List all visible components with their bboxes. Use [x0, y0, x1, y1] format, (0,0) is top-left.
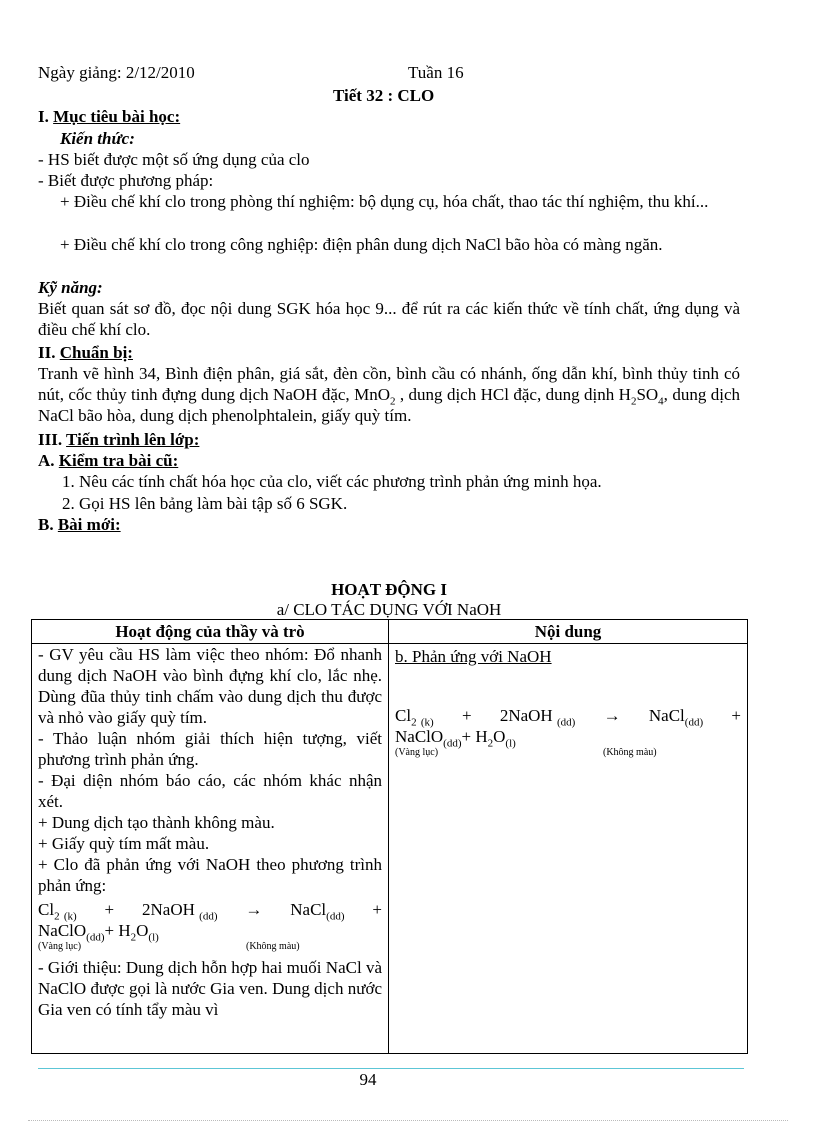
left-cell: [32, 644, 389, 1054]
left-eq-h2o-sub: 2: [130, 931, 137, 944]
left-eq-h2o-state: (l): [148, 931, 159, 944]
knowledge-item-4: + Điều chế khí clo trong công nghiệp: điện phân dung dịch NaCl bão hòa có màng ngăn.: [60, 235, 663, 254]
left-eq-plus-2: +: [372, 900, 382, 919]
knowledge-item-3: + Điều chế khí clo trong phòng thí nghiệm: bộ dụng cụ, hóa chất, thao tác thí nghiệm, thu khí...: [60, 192, 709, 211]
knowledge-item-2: - Biết được phương pháp:: [38, 171, 214, 190]
part-b-number: B.: [38, 515, 58, 534]
table-body-row: [32, 644, 748, 1054]
right-eq-naclo: NaClO: [395, 727, 444, 746]
activity-subtitle: a/ CLO TÁC DỤNG VỚI NaOH: [276, 600, 502, 619]
right-heading: b. Phản ứng với NaOH: [395, 647, 552, 666]
right-eq-cl-sub: 2: [411, 716, 417, 729]
left-eq-arrow: →: [245, 900, 263, 919]
section-3-title: Tiến trình lên lớp:: [66, 430, 200, 449]
left-paragraph-4: + Dung dịch tạo thành không màu.: [38, 813, 275, 832]
right-note-yellow-green: (Vàng lục): [395, 747, 439, 758]
right-equation-line-1: [395, 705, 741, 729]
left-equation-line-1: [38, 899, 382, 923]
left-paragraph-3: - Đại diện nhóm báo cáo, các nhóm khác nhận xét.: [38, 771, 382, 811]
part-a-title: Kiểm tra bài cũ:: [58, 451, 179, 470]
left-eq-cl2: [38, 899, 77, 923]
prep-part-c: SO: [636, 385, 659, 404]
preparation-text: [38, 363, 740, 426]
table-header-row: [32, 620, 748, 644]
right-equation-notes: [395, 747, 741, 759]
right-eq-naclo-state: (dd): [443, 737, 462, 750]
left-intro-paragraph: - Giới thiệu: Dung dịch hỗn hợp hai muối NaCl và NaClO được gọi là nước Gia ven. Dung dịch nước Gia ven có tính tẩy màu vì: [38, 958, 382, 1019]
left-equation-notes: [38, 941, 382, 953]
left-equation-line-2: [38, 920, 382, 944]
left-eq-naclo-state: (dd): [86, 931, 105, 944]
left-eq-naoh-text: 2NaOH: [142, 900, 195, 919]
left-eq-plus-h: + H: [104, 921, 131, 940]
right-eq-plus-h: + H: [461, 727, 488, 746]
left-eq-o: O: [136, 921, 149, 940]
right-eq-naoh-text: 2NaOH: [499, 706, 553, 725]
review-item-1: 1. Nêu các tính chất hóa học của clo, viết các phương trình phản ứng minh họa.: [62, 472, 602, 491]
left-paragraph-5: + Giấy quỳ tím mất màu.: [38, 834, 210, 853]
part-b-title: Bài mới:: [57, 515, 121, 534]
lesson-title: Tiết 32 : CLO: [333, 86, 435, 105]
section-2-heading: [38, 342, 133, 363]
knowledge-label: Kiến thức:: [60, 129, 135, 148]
right-eq-nacl-text: NaCl: [648, 706, 685, 725]
activity-table: [31, 619, 748, 1054]
prep-sub-b: 2: [630, 395, 637, 408]
right-eq-plus-1: +: [461, 706, 472, 725]
right-eq-o: O: [493, 727, 506, 746]
section-3-heading: [38, 429, 199, 450]
right-eq-plus-2: +: [731, 706, 741, 725]
part-a-number: A.: [38, 451, 59, 470]
left-paragraph-6: + Clo đã phản ứng với NaOH theo phương trình phản ứng:: [38, 855, 382, 895]
section-2-title: Chuẩn bị:: [59, 343, 133, 362]
left-paragraph-2: - Thảo luận nhóm giải thích hiện tượng, viết phương trình phản ứng.: [38, 729, 382, 769]
left-note-colorless: (Không màu): [246, 941, 300, 952]
right-eq-state-k: (k): [420, 716, 434, 729]
part-a-heading: [38, 450, 178, 471]
right-eq-cl: Cl: [395, 706, 412, 725]
right-note-colorless: (Không màu): [603, 747, 657, 758]
activity-title: HOẠT ĐỘNG I: [331, 580, 447, 599]
right-eq-h2o-sub: 2: [487, 737, 494, 750]
skills-label: Kỹ năng:: [38, 278, 103, 297]
left-eq-naoh: [142, 899, 218, 923]
prep-sub-c: 4: [658, 395, 664, 408]
left-eq-plus-1: +: [104, 900, 115, 919]
prep-sub-a: 2: [389, 395, 396, 408]
prep-part-b: , dung dịch HCl đặc, dung dịnh H: [395, 385, 631, 404]
section-3-number: III.: [38, 430, 67, 449]
section-1-heading: [38, 106, 180, 127]
section-1-number: I.: [38, 107, 54, 126]
review-item-2: 2. Gọi HS lên bảng làm bài tập số 6 SGK.: [62, 494, 348, 513]
right-cell: [389, 644, 748, 1054]
left-paragraph-1: - GV yêu cầu HS làm việc theo nhóm: Đổ nhanh dung dịch NaOH vào bình đựng khí clo, lắc nhẹ. Dùng đũa thủy tinh chấm vào dung dịch thu được và nhỏ vào giấy quỳ tím.: [38, 645, 382, 727]
right-spacer: [395, 667, 741, 705]
left-eq-cl-sub: 2: [54, 910, 60, 923]
right-eq-naoh: [499, 705, 576, 729]
right-eq-h2o-state: (l): [505, 737, 516, 750]
prep-part-d: , dung dịch NaCl bão hòa, dung dịch phenolphtalein, giấy quỳ tím.: [38, 385, 741, 425]
right-eq-arrow: →: [603, 706, 621, 725]
right-eq-state-dd: (dd): [556, 716, 576, 729]
week-label: Tuần 16: [408, 63, 464, 82]
knowledge-item-1: - HS biết được một số ứng dụng của clo: [38, 150, 310, 169]
right-eq-nacl: [648, 705, 704, 729]
left-eq-nacl-state: (dd): [326, 910, 345, 923]
col-header-content: Nội dung: [389, 620, 748, 644]
section-1-title: Mục tiêu bài học:: [53, 107, 181, 126]
col-header-teacher-student: Hoạt động của thầy và trò: [32, 620, 389, 644]
right-eq-nacl-state: (dd): [684, 716, 704, 729]
left-note-yellow-green: (Vàng lục): [38, 941, 82, 952]
prep-part-a: Tranh vẽ hình 34, Bình điện phân, giá sắt, đèn cồn, bình cầu có nhánh, ống dẫn khí, bình thủy tinh có nút, cốc thủy tinh đựng dung dịch NaOH đặc, MnO: [38, 364, 740, 404]
page-number: 94: [359, 1070, 377, 1089]
page-edge-divider: [28, 1120, 788, 1121]
left-eq-state-k: (k): [63, 910, 77, 923]
section-2-number: II.: [38, 343, 60, 362]
left-eq-naclo: NaClO: [38, 921, 87, 940]
date-line: Ngày giảng: 2/12/2010: [38, 63, 195, 82]
right-eq-cl2: [395, 705, 434, 729]
left-eq-nacl-text: NaCl: [290, 900, 327, 919]
left-eq-state-dd: (dd): [199, 910, 218, 923]
left-eq-cl: Cl: [38, 900, 55, 919]
part-b-heading: [38, 514, 121, 535]
right-equation-line-2: [395, 726, 741, 750]
skills-text: Biết quan sát sơ đồ, đọc nội dung SGK hóa học 9... để rút ra các kiến thức về tính chất, ứng dụng và điều chế khí clo.: [38, 299, 740, 339]
left-eq-nacl: [290, 899, 345, 923]
